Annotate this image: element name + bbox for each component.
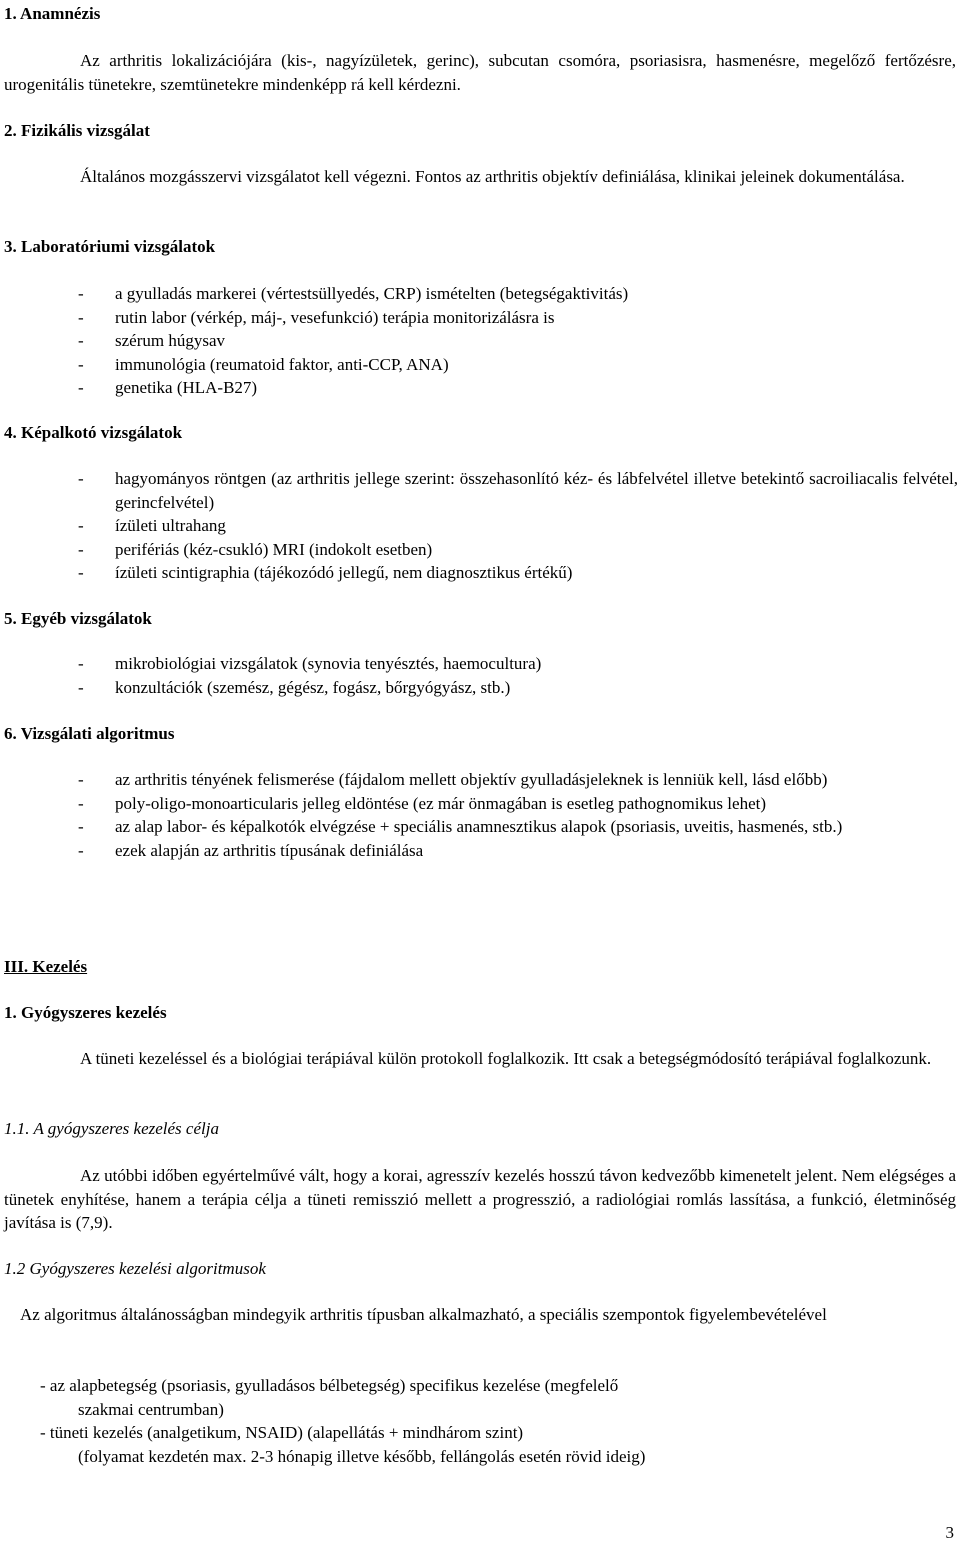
list-item: - konzultációk (szemész, gégész, fogász, bőrgyógyász, stb.): [78, 676, 958, 700]
list-item: - az arthritis tényének felismerése (fájdalom mellett objektív gyulladásjeleknek is lenniük kell, lásd előbb): [78, 768, 958, 792]
list-laboratoriumi: [78, 282, 958, 400]
list-item: - immunológia (reumatoid faktor, anti-CCP, ANA): [78, 353, 958, 377]
paragraph-anamnezis: Az arthritis lokalizációjára (kis-, nagyízületek, gerinc), subcutan csomóra, psoriasisra, hasmenésre, megelőző fertőzésre, urogenitális tünetekre, szemtünetekre mindenképp rá kell kérdezni.: [4, 51, 956, 94]
paragraph-fizikalis: Általános mozgásszervi vizsgálatot kell végezni. Fontos az arthritis objektív definiálása, klinikai jeleinek dokumentálása.: [80, 167, 905, 186]
paragraph-kezelesi-algoritmusok: Az algoritmus általánosságban mindegyik arthritis típusban alkalmazható, a speciális szempontok figyelembevételével: [20, 1305, 827, 1324]
list-kezelesi-algoritmusok: [40, 1374, 920, 1468]
list-item: - hagyományos röntgen (az arthritis jellege szerint: összehasonlító kéz- és lábfelvétel illetve betekintő sacroiliacalis felvétel, gerincfelvétel): [78, 467, 958, 514]
list-kepalkoto: [78, 467, 958, 585]
list-item-continuation: szakmai centrumban): [78, 1399, 224, 1419]
list-item: - az alapbetegség (psoriasis, gyulladásos bélbetegség) specifikus kezelése (megfelelő: [40, 1376, 619, 1395]
list-item: - tüneti kezelés (analgetikum, NSAID) (alapellátás + mindhárom szint): [40, 1423, 524, 1442]
list-item-continuation: (folyamat kezdetén max. 2-3 hónapig illetve később, fellángolás esetén rövid ideig): [78, 1446, 646, 1466]
list-item: - poly-oligo-monoarticularis jelleg eldöntése (ez már önmagában is esetleg pathognomikus lehet): [78, 792, 958, 816]
heading-egyeb: 5. Egyéb vizsgálatok: [4, 609, 152, 628]
list-item: - ezek alapján az arthritis típusának definiálása: [78, 839, 958, 863]
subheading-kezeles-celja: 1.1. A gyógyszeres kezelés célja: [4, 1119, 219, 1138]
page-number: 3: [945, 1523, 954, 1542]
heading-laboratoriumi: 3. Laboratóriumi vizsgálatok: [4, 237, 216, 256]
list-item: - az alap labor- és képalkotók elvégzése + speciális anamnesztikus alapok (psoriasis, uveitis, hasmenés, stb.): [78, 815, 958, 839]
paragraph-kezeles-celja: Az utóbbi időben egyértelművé vált, hogy a korai, agresszív kezelés hosszú távon kedvezőbb kimenetelt jelent. Nem elégséges a tünetek enyhítése, hanem a terápia célja a tüneti remisszió mellett a progresszió, a radiológiai romlás lassítása, a funkció, életminőség javítása is (7,9).: [4, 1166, 956, 1232]
heading-kepalkoto: 4. Képalkotó vizsgálatok: [4, 423, 183, 442]
paragraph-gyogyszeres: A tüneti kezeléssel és a biológiai terápiával külön protokoll foglalkozik. Itt csak a betegségmódosító terápiával foglalkozunk.: [80, 1049, 932, 1068]
list-item: - ízületi ultrahang: [78, 514, 958, 538]
list-item: - mikrobiológiai vizsgálatok (synovia tenyésztés, haemocultura): [78, 652, 958, 676]
heading-algoritmus: 6. Vizsgálati algoritmus: [4, 724, 175, 743]
list-item: - ízületi scintigraphia (tájékozódó jellegű, nem diagnosztikus értékű): [78, 561, 958, 585]
heading-fizikalis: 2. Fizikális vizsgálat: [4, 121, 150, 140]
list-item: - genetika (HLA-B27): [78, 376, 958, 400]
heading-gyogyszeres: 1. Gyógyszeres kezelés: [4, 1003, 167, 1022]
subheading-kezelesi-algoritmusok: 1.2 Gyógyszeres kezelési algoritmusok: [4, 1259, 266, 1278]
list-item: - szérum húgysav: [78, 329, 958, 353]
heading-anamnezis: 1. Anamnézis: [4, 4, 101, 23]
list-item: - rutin labor (vérkép, máj-, vesefunkció) terápia monitorizálásra is: [78, 306, 958, 330]
list-item: - perifériás (kéz-csukló) MRI (indokolt esetben): [78, 538, 958, 562]
list-egyeb: [78, 652, 958, 699]
list-algoritmus: [78, 768, 958, 862]
list-item: - a gyulladás markerei (vértestsüllyedés, CRP) ismételten (betegségaktivitás): [78, 282, 958, 306]
heading-kezeles: III. Kezelés: [4, 957, 88, 976]
